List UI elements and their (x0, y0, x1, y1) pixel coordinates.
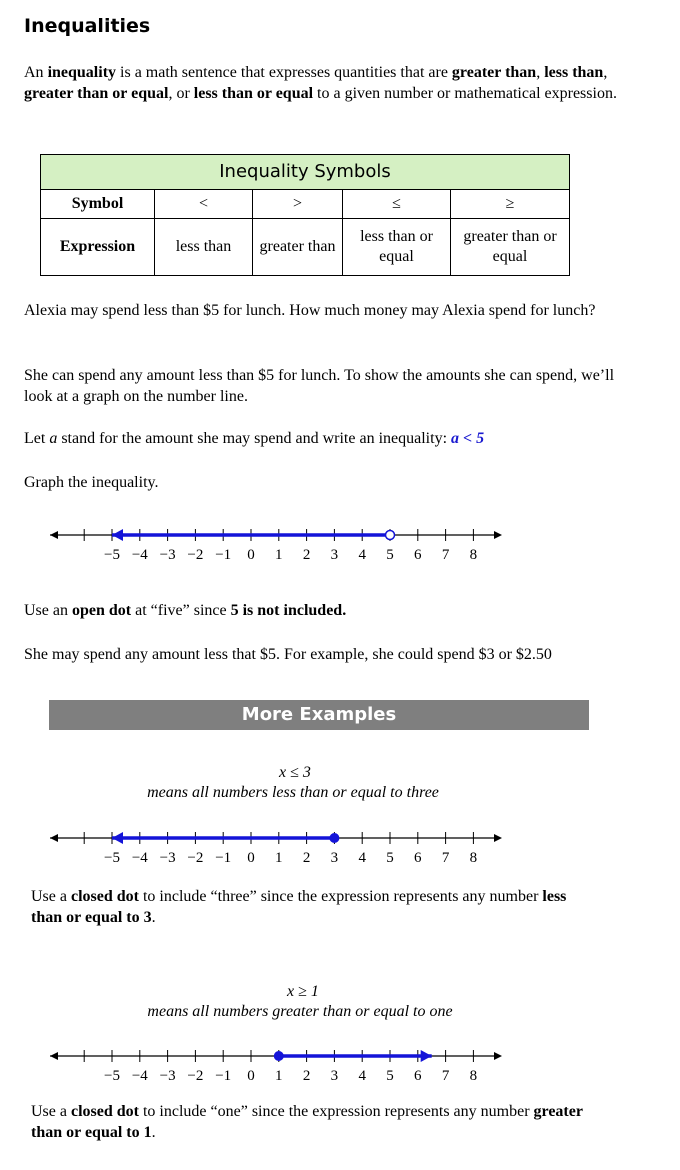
closed-dot (329, 833, 339, 843)
tick-label: 2 (302, 547, 311, 563)
symbol-cell: ≥ (451, 190, 570, 219)
tick-label: 6 (414, 1068, 422, 1084)
tick-label: 2 (302, 850, 311, 866)
example1-inequality: x ≤ 3 (279, 764, 311, 781)
expression-cell: greater than (253, 219, 343, 276)
tick-label: −3 (159, 1068, 176, 1084)
symbol-row-label: Symbol (41, 190, 155, 219)
tick-label: −1 (215, 1068, 232, 1084)
tick-label: 0 (247, 547, 255, 563)
tick-label: −3 (159, 850, 176, 866)
open-dot-note: Use an open dot at “five” since 5 is not included. (24, 602, 347, 619)
tick-label: 7 (441, 850, 450, 866)
explanation-text: She can spend any amount less than $5 for lunch. To show the amounts she can spend, we’ll look at a graph on the number line. (24, 367, 615, 405)
tick-label: 7 (441, 1068, 450, 1084)
axis-arrow-left (50, 834, 58, 842)
axis-arrow-left (50, 1052, 58, 1060)
page-title: Inequalities (24, 15, 151, 37)
example1-meaning: means all numbers less than or equal to three (147, 784, 439, 801)
example-text: She may spend any amount less that $5. For example, she could spend $3 or $2.50 (24, 646, 552, 663)
tick-label: 1 (275, 1068, 283, 1084)
axis-arrow-right (494, 531, 502, 539)
tick-label: 4 (358, 1068, 366, 1084)
tick-label: −1 (215, 850, 232, 866)
tick-label: 5 (386, 1068, 394, 1084)
inequality-symbols-table (40, 154, 570, 276)
problem-text: Alexia may spend less than $5 for lunch. How much money may Alexia spend for lunch? (24, 302, 596, 319)
number-line-1 (0, 515, 680, 573)
expression-cell: greater than or equal (451, 219, 570, 276)
axis-arrow-left (50, 531, 58, 539)
tick-label: 0 (247, 1068, 255, 1084)
number-line-2 (0, 818, 680, 868)
tick-label: 1 (275, 547, 283, 563)
tick-label: −2 (187, 547, 204, 563)
graph-instruction: Graph the inequality. (24, 474, 159, 491)
tick-label: 3 (330, 1068, 339, 1084)
tick-label: 4 (358, 850, 366, 866)
tick-label: 8 (469, 850, 478, 866)
tick-label: 4 (358, 547, 366, 563)
tick-label: 6 (414, 547, 422, 563)
closed-dot (274, 1051, 284, 1061)
tick-label: 1 (275, 850, 283, 866)
tick-label: 0 (247, 850, 255, 866)
example2-note: Use a closed dot to include “one” since the expression represents any number greater than or equal to 1. (31, 1103, 583, 1141)
tick-label: −3 (159, 547, 176, 563)
tick-label: 7 (441, 547, 450, 563)
more-examples-banner: More Examples (49, 700, 589, 730)
tick-label: −5 (104, 547, 120, 563)
tick-label: 6 (414, 850, 422, 866)
intro-paragraph: An inequality is a math sentence that expresses quantities that are greater than, less than, greater than or equal, or less than or equal to a given number or mathematical expression. (24, 64, 617, 102)
symbol-cell: > (253, 190, 343, 219)
ray-arrow (421, 1050, 432, 1062)
tick-label: 8 (469, 547, 478, 563)
tick-label: −5 (104, 1068, 120, 1084)
tick-label: 5 (386, 547, 394, 563)
tick-label: −2 (187, 1068, 204, 1084)
axis-arrow-right (494, 834, 502, 842)
expression-cell: less than (155, 219, 253, 276)
inequality-statement: Let a stand for the amount she may spend and write an inequality: a < 5 (24, 430, 485, 447)
tick-label: 3 (330, 850, 339, 866)
tick-label: 5 (386, 850, 394, 866)
tick-label: −2 (187, 850, 204, 866)
expression-row-label: Expression (41, 219, 155, 276)
example1-note: Use a closed dot to include “three” since the expression represents any number less than or equal to 3. (31, 888, 567, 926)
tick-label: 2 (302, 1068, 311, 1084)
tick-label: 3 (330, 547, 339, 563)
tick-label: −1 (215, 547, 232, 563)
open-dot (386, 531, 395, 540)
tick-label: −4 (131, 1068, 148, 1084)
tick-label: −4 (131, 850, 148, 866)
expression-cell: less than or equal (343, 219, 451, 276)
tick-label: 8 (469, 1068, 478, 1084)
axis-arrow-right (494, 1052, 502, 1060)
ray-arrow (112, 529, 123, 541)
tick-label: −5 (104, 850, 120, 866)
example2-inequality: x ≥ 1 (287, 983, 319, 1000)
ray-arrow (112, 832, 123, 844)
table-header: Inequality Symbols (41, 155, 570, 190)
symbol-cell: ≤ (343, 190, 451, 219)
symbol-cell: < (155, 190, 253, 219)
tick-label: −4 (131, 547, 148, 563)
example2-meaning: means all numbers greater than or equal to one (147, 1003, 453, 1020)
number-line-3 (0, 1036, 680, 1086)
